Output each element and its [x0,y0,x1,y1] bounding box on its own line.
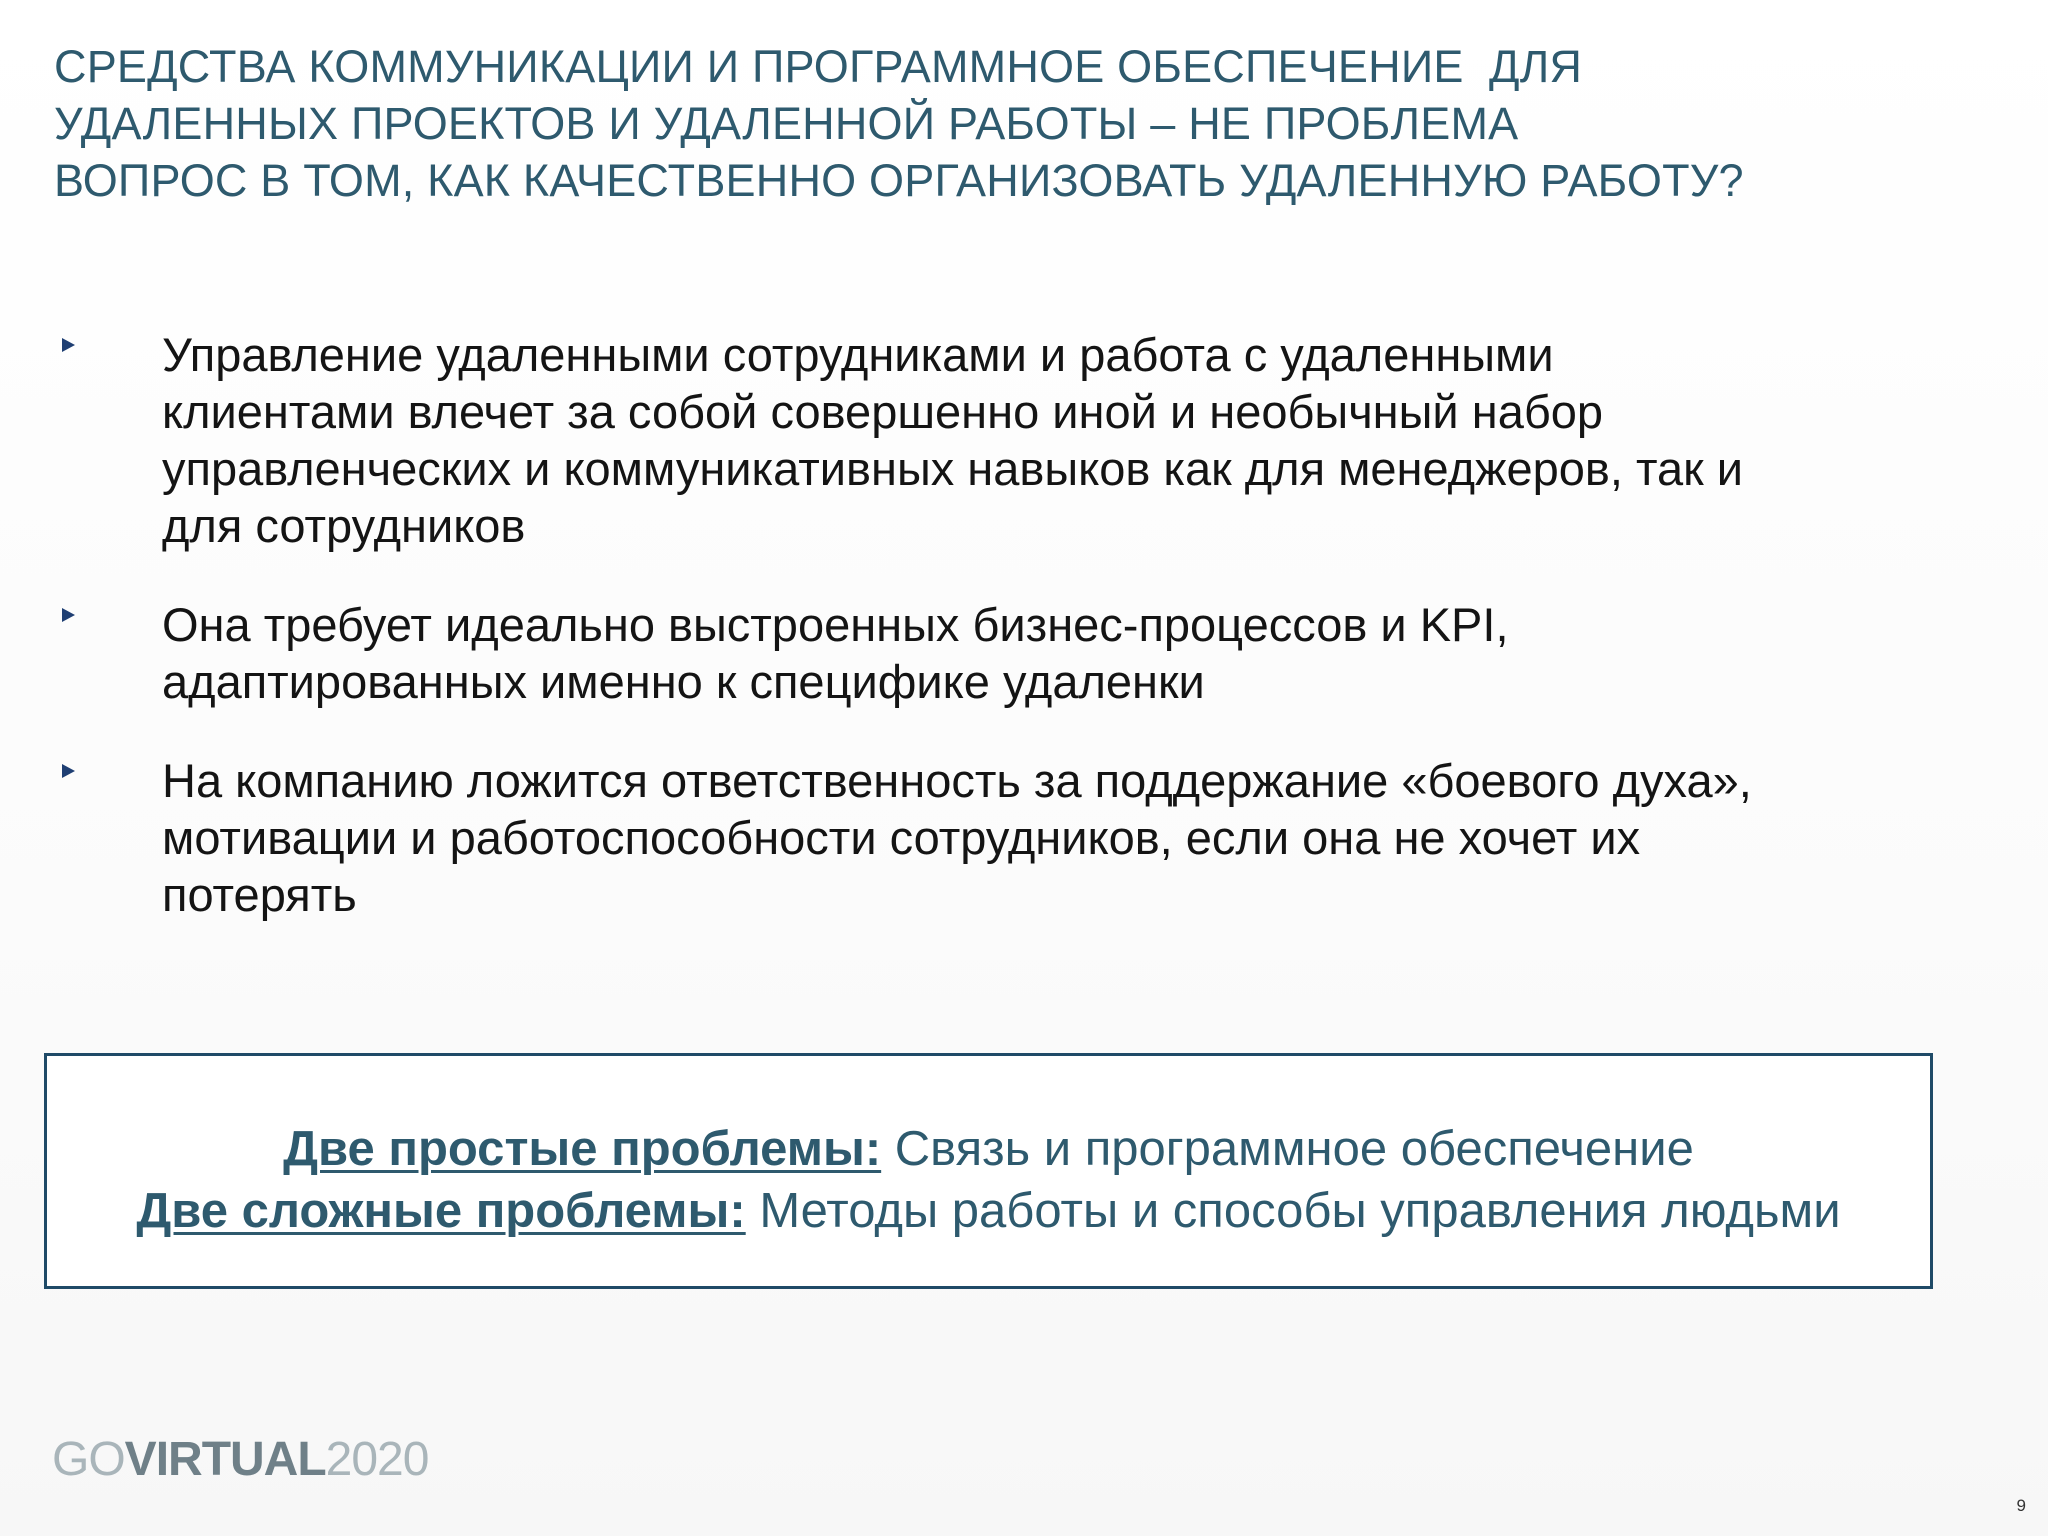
summary-callout-box [44,1053,1933,1289]
title-line-2: УДАЛЕННЫХ ПРОЕКТОВ И УДАЛЕННОЙ РАБОТЫ – НЕ ПРОБЛЕМА [54,98,1519,149]
govirtual-logo [52,1432,428,1488]
page-number: 9 [2016,1496,2026,1515]
bullet-item-1 [56,326,1956,554]
bullet-text: На компанию ложится ответственность за поддержание «боевого духа», мотивации и работоспособности сотрудников, если она не хочет их потерять [162,754,1752,921]
slide-title [54,38,1954,209]
title-line-1: СРЕДСТВА КОММУНИКАЦИИ И ПРОГРАММНОЕ ОБЕСПЕЧЕНИЕ ДЛЯ [54,41,1583,92]
triangle-bullet-icon [62,338,75,352]
callout-line-complex-problems [47,1180,1930,1242]
callout-label-simple: Две простые проблемы: [283,1122,882,1176]
bullet-item-3 [56,752,1956,923]
bullet-list [56,326,1956,965]
bullet-item-2 [56,596,1956,710]
title-line-3: ВОПРОС В ТОМ, КАК КАЧЕСТВЕННО ОРГАНИЗОВАТЬ УДАЛЕННУЮ РАБОТУ? [54,155,1744,206]
callout-text-complex: Методы работы и способы управления людьми [745,1184,1841,1238]
logo-part-virtual: VIRTUAL [124,1433,326,1486]
callout-label-complex: Две сложные проблемы: [136,1184,746,1238]
bullet-text: Она требует идеально выстроенных бизнес-процессов и KPI, адаптированных именно к специфике удаленки [162,598,1509,708]
triangle-bullet-icon [62,764,75,778]
logo-part-year: 2020 [325,1433,429,1486]
triangle-bullet-icon [62,608,75,622]
bullet-text: Управление удаленными сотрудниками и работа с удаленными клиентами влечет за собой совершенно иной и необычный набор управленческих и коммуникативных навыков как для менеджеров, так и для сотрудников [162,328,1743,552]
callout-text-simple: Связь и программное обеспечение [881,1122,1694,1176]
logo-part-go: GO [52,1433,125,1486]
callout-content [47,1118,1930,1242]
callout-line-simple-problems [47,1118,1930,1180]
